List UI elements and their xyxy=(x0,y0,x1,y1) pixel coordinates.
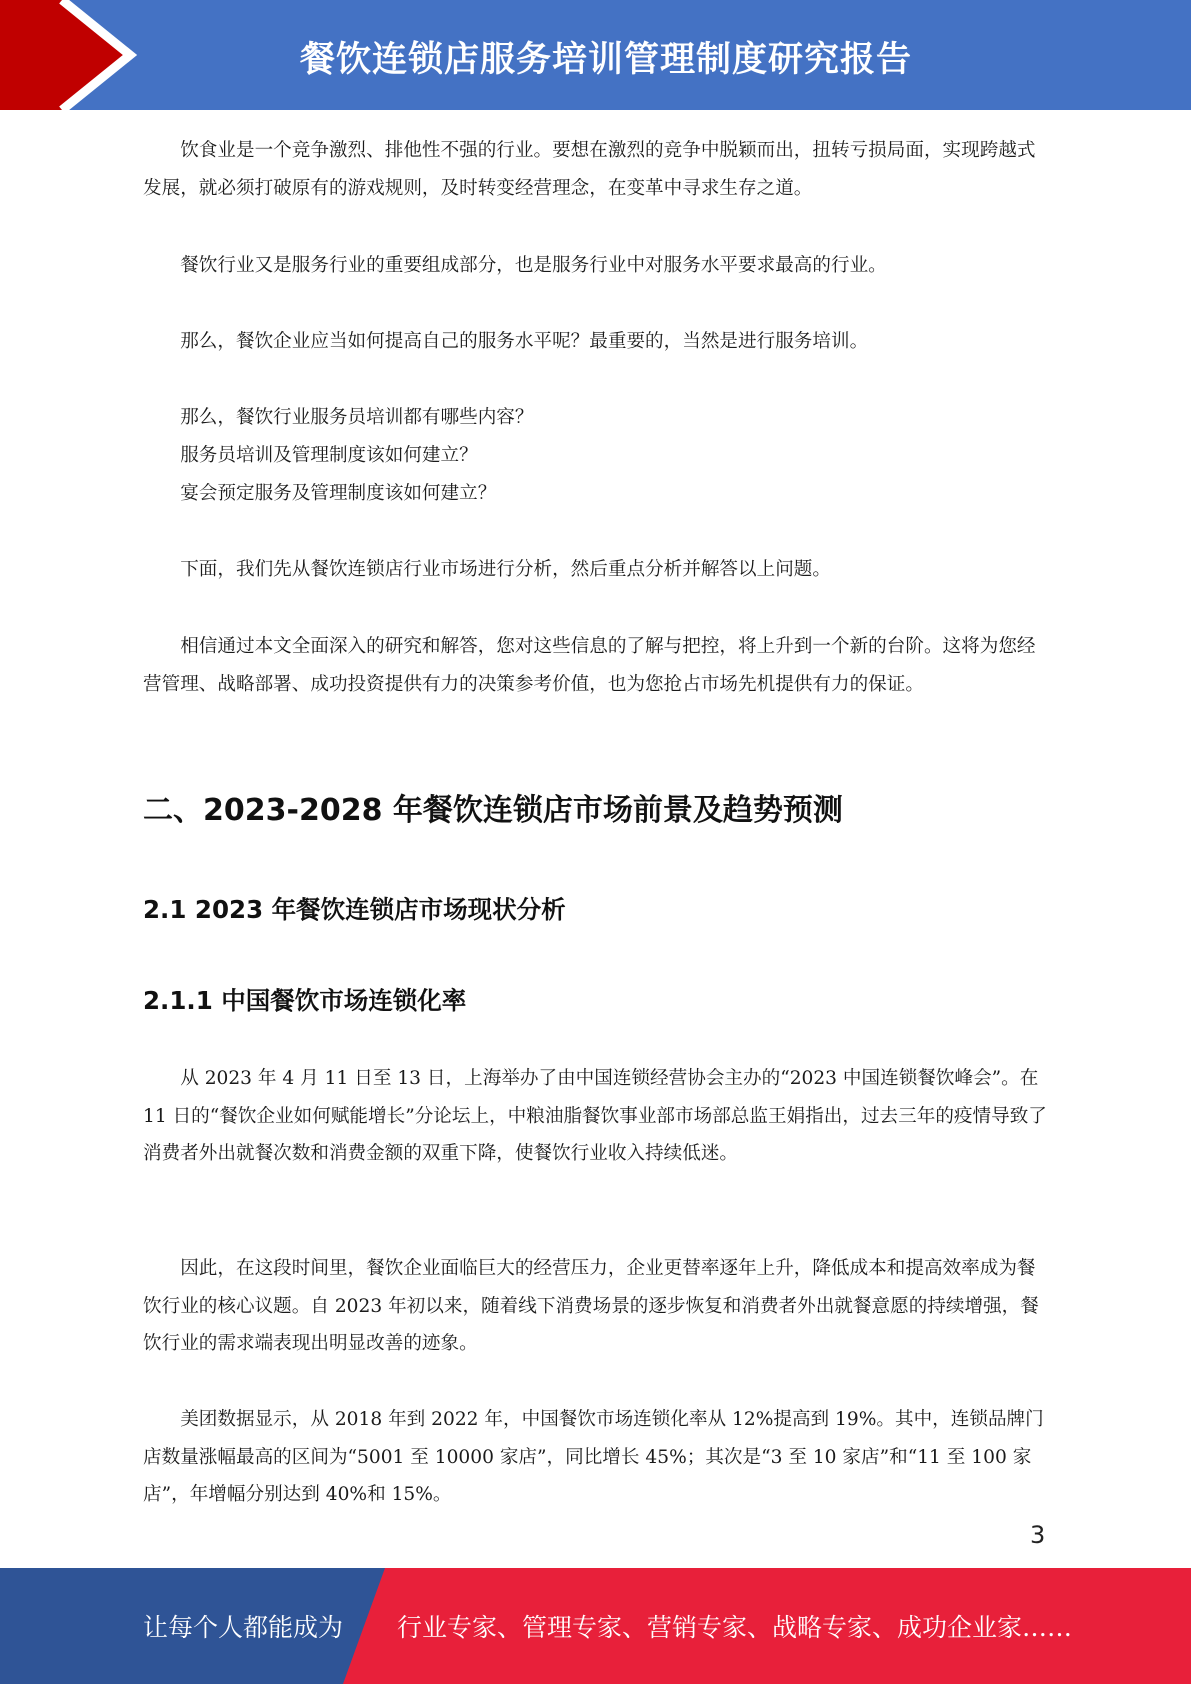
paragraph-summit: 从 2023 年 4 月 11 日至 13 日，上海举办了由中国连锁经营协会主办的“2023 中国连锁餐饮峰会”。在 11 日的“餐饮企业如何赋能增长”分论坛上，中粮油脂餐饮事业部市场部总监王娟指出，过去三年的疫情导致了消费者外出就餐次数和消费金额的双重下降，使餐饮行业收入持续低迷。 xyxy=(143,1068,1047,1164)
page-footer xyxy=(0,1568,1191,1684)
footer-slogan-left: 让每个人都能成为 xyxy=(143,1613,344,1642)
report-title: 餐饮连锁店服务培训管理制度研究报告 xyxy=(300,40,913,80)
paragraph-value: 相信通过本文全面深入的研究和解答，您对这些信息的了解与把控，将上升到一个新的台阶。这将为您经营管理、战略部署、成功投资提供有力的决策参考价值，也为您抢占市场先机提供有力的保证。 xyxy=(143,636,1036,695)
question-banquet-system: 宴会预定服务及管理制度该如何建立？ xyxy=(180,483,497,504)
header-arrow-decoration xyxy=(0,0,160,110)
section-heading-1: 二、2023-2028 年餐饮连锁店市场前景及趋势预测 xyxy=(143,793,843,828)
section-heading-2: 2.1 2023 年餐饮连锁店市场现状分析 xyxy=(143,895,566,924)
section-heading-3: 2.1.1 中国餐饮市场连锁化率 xyxy=(143,986,467,1015)
paragraph-meituan-data: 美团数据显示，从 2018 年到 2022 年，中国餐饮市场连锁化率从 12%提高到 19%。其中，连锁品牌门店数量涨幅最高的区间为“5001 至 10000 家店”，同比增长 45%；其次是“3 至 10 家店”和“11 至 100 家店”，年增幅分别达到 40%和 15%。 xyxy=(143,1409,1044,1505)
paragraph-service-question: 那么，餐饮企业应当如何提高自己的服务水平呢？最重要的，当然是进行服务培训。 xyxy=(180,331,869,352)
page-header xyxy=(0,0,1191,110)
footer-slogan-right: 行业专家、管理专家、营销专家、战略专家、成功企业家…… xyxy=(397,1613,1073,1642)
paragraph-intro: 饮食业是一个竞争激烈、排他性不强的行业。要想在激烈的竞争中脱颖而出，扭转亏损局面，实现跨越式发展，就必须打破原有的游戏规则，及时转变经营理念，在变革中寻求生存之道。 xyxy=(143,140,1036,199)
paragraph-service-industry: 餐饮行业又是服务行业的重要组成部分，也是服务行业中对服务水平要求最高的行业。 xyxy=(180,255,887,276)
question-training-system: 服务员培训及管理制度该如何建立？ xyxy=(180,445,478,466)
question-training-content: 那么，餐饮行业服务员培训都有哪些内容？ xyxy=(180,407,534,428)
paragraph-analysis-intro: 下面，我们先从餐饮连锁店行业市场进行分析，然后重点分析并解答以上问题。 xyxy=(180,559,831,580)
page-number: 3 xyxy=(1030,1521,1046,1549)
paragraph-pressure: 因此，在这段时间里，餐饮企业面临巨大的经营压力，企业更替率逐年上升，降低成本和提高效率成为餐饮行业的核心议题。自 2023 年初以来，随着线下消费场景的逐步恢复和消费者外出就餐意愿的持续增强，餐饮行业的需求端表现出明显改善的迹象。 xyxy=(143,1258,1039,1354)
